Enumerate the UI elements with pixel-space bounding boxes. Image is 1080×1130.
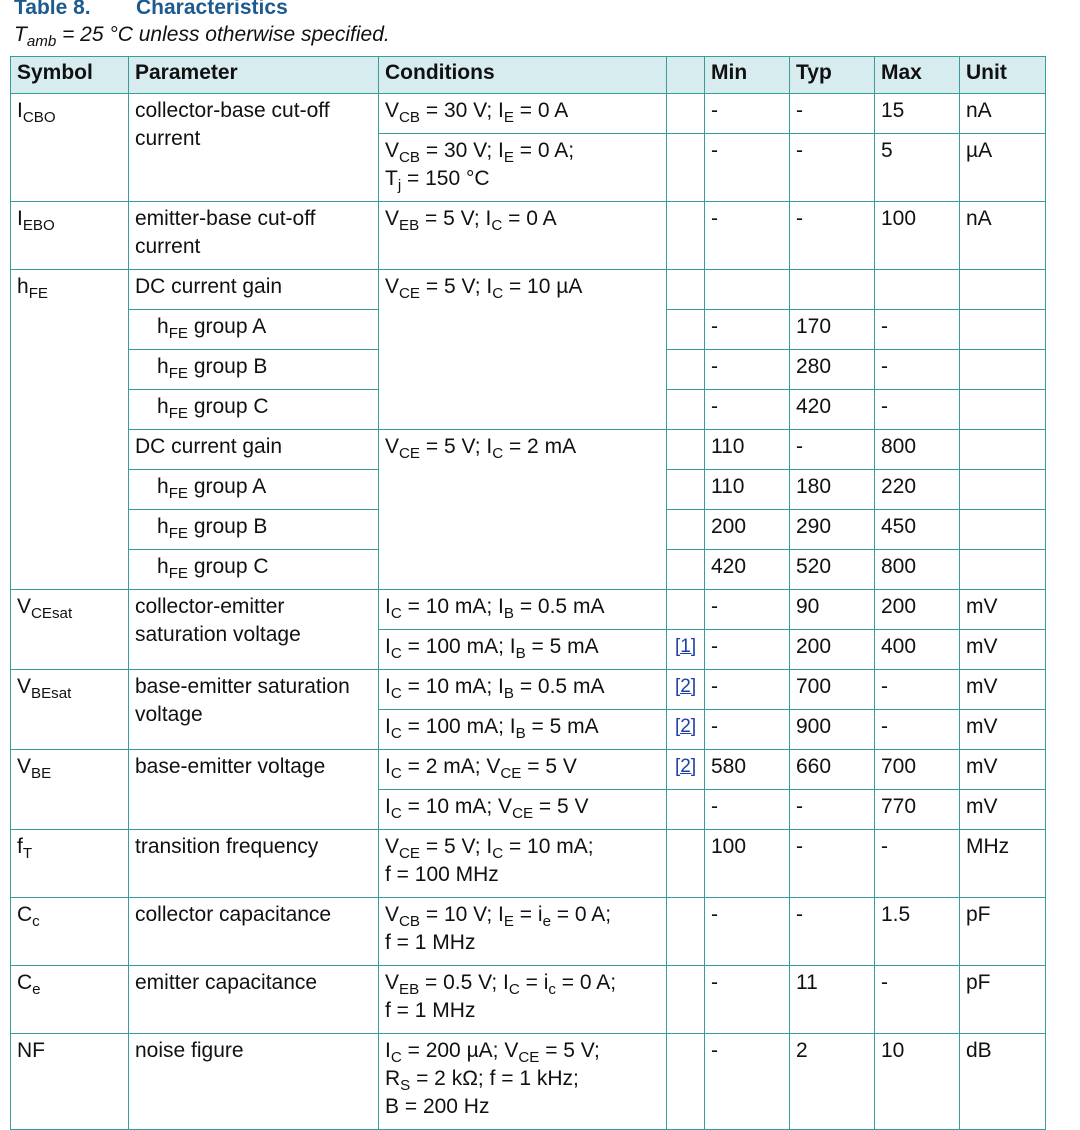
conditions-cell: $I_C = 200$ µA; $V_{CE} = 5$ V; $R_S = 2$ kΩ; f = 1 kHz; B = 200 Hz — [379, 1034, 667, 1130]
min-cell: 100 — [705, 830, 790, 898]
table-row — [11, 670, 1046, 710]
table-row — [11, 590, 1046, 630]
unit-cell: mV — [960, 710, 1046, 750]
typ-cell: 420 — [790, 390, 875, 430]
unit-cell — [960, 310, 1046, 350]
unit-cell: MHz — [960, 830, 1046, 898]
conditions-cell: $V_{CE} = 5$ V; $I_C = 10$ µA — [379, 270, 667, 430]
max-cell: 220 — [875, 470, 960, 510]
typ-cell: - — [790, 790, 875, 830]
typ-cell: 520 — [790, 550, 875, 590]
note-cell — [667, 790, 705, 830]
conditions-cell: $V_{EB} = 0.5$ V; $I_C = i_c = 0$ A; f = 1 MHz — [379, 966, 667, 1034]
table-row — [11, 270, 1046, 310]
parameter-cell: noise figure — [129, 1034, 379, 1130]
symbol-cell: NF — [11, 1034, 129, 1130]
max-cell: 700 — [875, 750, 960, 790]
min-cell: - — [705, 710, 790, 750]
footnote-link[interactable]: [1] — [675, 636, 697, 657]
parameter-cell: $h_{FE}$ group B — [129, 350, 379, 390]
symbol-cell: $I_{CBO}$ — [11, 94, 129, 202]
header-unit: Unit — [960, 57, 1046, 94]
footnote-link[interactable]: [2] — [675, 676, 697, 697]
max-cell: - — [875, 350, 960, 390]
max-cell: 10 — [875, 1034, 960, 1130]
table-row — [11, 202, 1046, 270]
parameter-cell: $h_{FE}$ group A — [129, 310, 379, 350]
symbol-cell: $C_e$ — [11, 966, 129, 1034]
max-cell: 200 — [875, 590, 960, 630]
unit-cell: pF — [960, 898, 1046, 966]
max-cell: 100 — [875, 202, 960, 270]
note-cell — [667, 670, 705, 710]
typ-cell: 290 — [790, 510, 875, 550]
typ-cell: 200 — [790, 630, 875, 670]
table-row — [11, 966, 1046, 1034]
parameter-cell: base-emitter saturation voltage — [129, 670, 379, 750]
header-row — [11, 57, 1046, 94]
max-cell: 400 — [875, 630, 960, 670]
typ-cell: 2 — [790, 1034, 875, 1130]
header-symbol: Symbol — [11, 57, 129, 94]
min-cell — [705, 270, 790, 310]
min-cell: - — [705, 134, 790, 202]
typ-cell: 700 — [790, 670, 875, 710]
note-cell — [667, 430, 705, 470]
min-cell: 110 — [705, 430, 790, 470]
conditions-cell: $I_C = 10$ mA; $I_B = 0.5$ mA — [379, 670, 667, 710]
min-cell: - — [705, 790, 790, 830]
max-cell — [875, 270, 960, 310]
min-cell: 200 — [705, 510, 790, 550]
typ-cell: - — [790, 134, 875, 202]
min-cell: 580 — [705, 750, 790, 790]
conditions-cell: $V_{CE} = 5$ V; $I_C = 2$ mA — [379, 430, 667, 590]
symbol-cell: $V_{BE}$ — [11, 750, 129, 830]
header-max: Max — [875, 57, 960, 94]
unit-cell — [960, 510, 1046, 550]
typ-cell: 11 — [790, 966, 875, 1034]
header-conditions: Conditions — [379, 57, 667, 94]
min-cell: - — [705, 390, 790, 430]
parameter-cell: emitter capacitance — [129, 966, 379, 1034]
table-row — [11, 750, 1046, 790]
unit-cell: pF — [960, 966, 1046, 1034]
conditions-cell: $I_C = 100$ mA; $I_B = 5$ mA — [379, 710, 667, 750]
typ-cell: - — [790, 94, 875, 134]
note-cell — [667, 390, 705, 430]
typ-cell: - — [790, 202, 875, 270]
note-cell — [667, 710, 705, 750]
parameter-cell: collector-emitter saturation voltage — [129, 590, 379, 670]
min-cell: 110 — [705, 470, 790, 510]
parameter-cell: $h_{FE}$ group B — [129, 510, 379, 550]
typ-cell: 660 — [790, 750, 875, 790]
unit-cell: mV — [960, 590, 1046, 630]
note-cell — [667, 966, 705, 1034]
typ-cell: - — [790, 898, 875, 966]
conditions-cell: $V_{CB} = 10$ V; $I_E = i_e = 0$ A; f = 1 MHz — [379, 898, 667, 966]
typ-cell — [790, 270, 875, 310]
unit-cell — [960, 350, 1046, 390]
note-cell — [667, 510, 705, 550]
typ-cell: 180 — [790, 470, 875, 510]
parameter-cell: DC current gain — [129, 270, 379, 310]
parameter-cell: transition frequency — [129, 830, 379, 898]
min-cell: - — [705, 898, 790, 966]
max-cell: - — [875, 966, 960, 1034]
min-cell: - — [705, 1034, 790, 1130]
min-cell: - — [705, 590, 790, 630]
unit-cell: mV — [960, 790, 1046, 830]
max-cell: 770 — [875, 790, 960, 830]
parameter-cell: $h_{FE}$ group C — [129, 390, 379, 430]
min-cell: - — [705, 350, 790, 390]
note-cell — [667, 310, 705, 350]
header-min: Min — [705, 57, 790, 94]
unit-cell — [960, 390, 1046, 430]
max-cell: 1.5 — [875, 898, 960, 966]
min-cell: - — [705, 670, 790, 710]
table-row — [11, 830, 1046, 898]
min-cell: - — [705, 966, 790, 1034]
unit-cell — [960, 470, 1046, 510]
footnote-link[interactable]: [2] — [675, 716, 697, 737]
unit-cell: mV — [960, 750, 1046, 790]
conditions-cell: $V_{CE} = 5$ V; $I_C = 10$ mA; f = 100 MHz — [379, 830, 667, 898]
note-cell — [667, 470, 705, 510]
max-cell: - — [875, 710, 960, 750]
parameter-cell: $h_{FE}$ group C — [129, 550, 379, 590]
conditions-cell: $I_C = 100$ mA; $I_B = 5$ mA — [379, 630, 667, 670]
parameter-cell: base-emitter voltage — [129, 750, 379, 830]
table-row — [11, 1034, 1046, 1130]
min-cell: - — [705, 630, 790, 670]
unit-cell — [960, 430, 1046, 470]
note-cell — [667, 1034, 705, 1130]
note-cell — [667, 590, 705, 630]
note-cell — [667, 270, 705, 310]
note-cell — [667, 134, 705, 202]
min-cell: - — [705, 94, 790, 134]
note-cell — [667, 750, 705, 790]
min-cell: - — [705, 202, 790, 270]
table-title — [14, 0, 288, 20]
table-row — [11, 94, 1046, 134]
unit-cell: µA — [960, 134, 1046, 202]
unit-cell: mV — [960, 630, 1046, 670]
max-cell: - — [875, 390, 960, 430]
unit-cell: dB — [960, 1034, 1046, 1130]
max-cell: 15 — [875, 94, 960, 134]
typ-cell: 280 — [790, 350, 875, 390]
unit-cell: nA — [960, 202, 1046, 270]
footnote-link[interactable]: [2] — [675, 756, 697, 777]
parameter-cell: $h_{FE}$ group A — [129, 470, 379, 510]
symbol-cell: $I_{EBO}$ — [11, 202, 129, 270]
symbol-cell: $h_{FE}$ — [11, 270, 129, 590]
note-cell — [667, 630, 705, 670]
max-cell: 450 — [875, 510, 960, 550]
conditions-cell: $V_{EB} = 5$ V; $I_C = 0$ A — [379, 202, 667, 270]
parameter-cell: DC current gain — [129, 430, 379, 470]
conditions-cell: $I_C = 10$ mA; $I_B = 0.5$ mA — [379, 590, 667, 630]
conditions-cell: $V_{CB} = 30$ V; $I_E = 0$ A — [379, 94, 667, 134]
note-cell — [667, 550, 705, 590]
parameter-cell: collector-base cut-off current — [129, 94, 379, 202]
typ-cell: - — [790, 430, 875, 470]
min-cell: - — [705, 310, 790, 350]
symbol-cell: $V_{CEsat}$ — [11, 590, 129, 670]
unit-cell: mV — [960, 670, 1046, 710]
parameter-cell: collector capacitance — [129, 898, 379, 966]
max-cell: - — [875, 670, 960, 710]
unit-cell: nA — [960, 94, 1046, 134]
symbol-cell: $C_c$ — [11, 898, 129, 966]
conditions-cell: $I_C = 10$ mA; $V_{CE} = 5$ V — [379, 790, 667, 830]
header-typ: Typ — [790, 57, 875, 94]
symbol-cell: $V_{BEsat}$ — [11, 670, 129, 750]
table-row — [11, 430, 1046, 470]
header-parameter: Parameter — [129, 57, 379, 94]
note-cell — [667, 898, 705, 966]
unit-cell — [960, 270, 1046, 310]
max-cell: 5 — [875, 134, 960, 202]
min-cell: 420 — [705, 550, 790, 590]
note-cell — [667, 830, 705, 898]
max-cell: 800 — [875, 430, 960, 470]
symbol-cell: $f_T$ — [11, 830, 129, 898]
table-subtitle: $T_{amb} = 25$ °C unless otherwise specified. — [14, 23, 390, 50]
typ-cell: 900 — [790, 710, 875, 750]
header-note — [667, 57, 705, 94]
note-cell — [667, 350, 705, 390]
typ-cell: 170 — [790, 310, 875, 350]
table-caption: Characteristics — [136, 0, 288, 19]
parameter-cell: emitter-base cut-off current — [129, 202, 379, 270]
note-cell — [667, 94, 705, 134]
characteristics-table — [10, 56, 1046, 1130]
conditions-cell: $V_{CB} = 30$ V; $I_E = 0$ A; $T_j = 150$ °C — [379, 134, 667, 202]
table-row — [11, 898, 1046, 966]
table-number: Table 8. — [14, 0, 91, 19]
max-cell: 800 — [875, 550, 960, 590]
typ-cell: - — [790, 830, 875, 898]
max-cell: - — [875, 310, 960, 350]
max-cell: - — [875, 830, 960, 898]
note-cell — [667, 202, 705, 270]
conditions-cell: $I_C = 2$ mA; $V_{CE} = 5$ V — [379, 750, 667, 790]
unit-cell — [960, 550, 1046, 590]
typ-cell: 90 — [790, 590, 875, 630]
